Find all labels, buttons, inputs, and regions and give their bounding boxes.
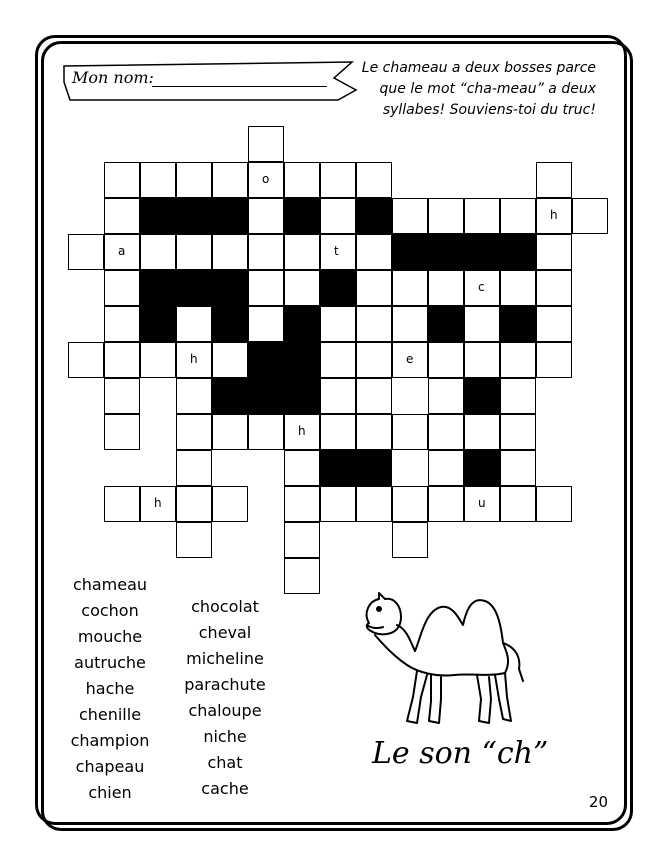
- crossword-cell[interactable]: [104, 486, 140, 522]
- crossword-letter: t: [334, 244, 339, 258]
- crossword-cell[interactable]: [248, 126, 284, 162]
- crossword-letter: e: [406, 352, 414, 366]
- crossword-cell[interactable]: [356, 306, 392, 342]
- word-list-1: [64, 572, 156, 806]
- crossword-cell[interactable]: [428, 198, 464, 234]
- crossword-cell[interactable]: [212, 342, 248, 378]
- crossword-block: [248, 342, 284, 378]
- crossword-block: [248, 378, 284, 414]
- crossword-cell[interactable]: [356, 234, 392, 270]
- crossword-cell[interactable]: [320, 414, 356, 450]
- crossword-cell[interactable]: [104, 306, 140, 342]
- word: chat: [207, 753, 243, 772]
- crossword-cell[interactable]: [176, 234, 212, 270]
- crossword-block: [320, 450, 356, 486]
- crossword-block: [500, 234, 536, 270]
- crossword-cell[interactable]: [428, 450, 464, 486]
- crossword-block: [212, 270, 248, 306]
- word: cache: [201, 779, 249, 798]
- crossword-cell[interactable]: [428, 270, 464, 306]
- crossword-cell[interactable]: [500, 378, 536, 414]
- crossword-block: [176, 198, 212, 234]
- crossword-block: [176, 270, 212, 306]
- word-list-2: [178, 594, 272, 802]
- crossword-cell[interactable]: [140, 342, 176, 378]
- crossword-block: [212, 306, 248, 342]
- crossword-cell[interactable]: [212, 162, 248, 198]
- word: chocolat: [191, 597, 259, 616]
- crossword-block: [140, 270, 176, 306]
- crossword-letter: h: [154, 496, 162, 510]
- crossword-cell[interactable]: [176, 486, 212, 522]
- page-number: 20: [588, 793, 608, 811]
- word: cheval: [198, 623, 252, 642]
- crossword-block: [212, 198, 248, 234]
- crossword-cell[interactable]: [428, 414, 464, 450]
- word: autruche: [74, 653, 146, 672]
- crossword-cell[interactable]: [392, 486, 428, 522]
- crossword-cell[interactable]: [500, 486, 536, 522]
- crossword-cell[interactable]: [248, 414, 284, 450]
- crossword-cell[interactable]: [500, 198, 536, 234]
- crossword-cell[interactable]: [356, 486, 392, 522]
- tip-line: Le chameau a deux bosses parce: [361, 60, 596, 76]
- crossword-cell[interactable]: [500, 342, 536, 378]
- word: cochon: [81, 601, 139, 620]
- crossword-cell[interactable]: [500, 414, 536, 450]
- crossword-cell[interactable]: [176, 414, 212, 450]
- crossword-cell[interactable]: [464, 342, 500, 378]
- crossword-cell[interactable]: [320, 486, 356, 522]
- word: niche: [203, 727, 247, 746]
- name-label: Mon nom:: [72, 68, 154, 87]
- crossword-cell[interactable]: [320, 342, 356, 378]
- crossword-cell[interactable]: [356, 162, 392, 198]
- crossword-cell[interactable]: [248, 234, 284, 270]
- crossword-block: [464, 450, 500, 486]
- crossword-letter: u: [478, 496, 486, 510]
- crossword-cell[interactable]: [284, 270, 320, 306]
- crossword-letter: h: [550, 208, 558, 222]
- crossword-cell[interactable]: [500, 270, 536, 306]
- crossword-cell[interactable]: [176, 306, 212, 342]
- crossword-cell[interactable]: [320, 162, 356, 198]
- crossword-cell[interactable]: [284, 522, 320, 558]
- crossword-block: [428, 234, 464, 270]
- crossword-cell[interactable]: [212, 414, 248, 450]
- crossword-cell[interactable]: [284, 450, 320, 486]
- crossword-block: [284, 342, 320, 378]
- crossword-cell[interactable]: [284, 162, 320, 198]
- crossword-cell[interactable]: [140, 234, 176, 270]
- crossword-cell[interactable]: [536, 486, 572, 522]
- crossword-cell[interactable]: [392, 270, 428, 306]
- crossword-cell[interactable]: [284, 558, 320, 594]
- crossword-cell[interactable]: [284, 486, 320, 522]
- crossword-letter: h: [298, 424, 306, 438]
- word: hache: [85, 679, 135, 698]
- crossword-cell[interactable]: [104, 198, 140, 234]
- crossword-cell[interactable]: [320, 306, 356, 342]
- crossword-cell[interactable]: [428, 378, 464, 414]
- crossword-cell[interactable]: [428, 486, 464, 522]
- crossword-letter: a: [118, 244, 126, 258]
- crossword-cell[interactable]: [464, 414, 500, 450]
- crossword-cell[interactable]: [104, 378, 140, 414]
- crossword-cell[interactable]: [464, 306, 500, 342]
- crossword-cell[interactable]: [176, 162, 212, 198]
- word: chien: [88, 783, 132, 802]
- crossword-letter: h: [190, 352, 198, 366]
- crossword-block: [140, 306, 176, 342]
- crossword-cell[interactable]: [104, 342, 140, 378]
- crossword-cell[interactable]: [284, 234, 320, 270]
- crossword-cell[interactable]: [536, 162, 572, 198]
- crossword-cell[interactable]: [68, 342, 104, 378]
- tip-line: que le mot “cha-meau” a deux: [379, 81, 596, 97]
- crossword-cell[interactable]: [212, 486, 248, 522]
- crossword-cell[interactable]: [356, 378, 392, 414]
- crossword-cell[interactable]: [320, 198, 356, 234]
- crossword-block: [464, 234, 500, 270]
- crossword-cell[interactable]: [176, 522, 212, 558]
- crossword-cell[interactable]: [428, 342, 464, 378]
- camel-illustration: [355, 585, 535, 730]
- crossword-cell[interactable]: [392, 522, 428, 558]
- crossword-cell[interactable]: [392, 414, 428, 450]
- crossword-block: [464, 378, 500, 414]
- crossword-block: [356, 198, 392, 234]
- tip-line: syllabes! Souviens-toi du truc!: [382, 102, 596, 118]
- crossword-cell[interactable]: [500, 450, 536, 486]
- word: chaloupe: [188, 701, 262, 720]
- crossword-cell[interactable]: [464, 198, 500, 234]
- crossword-cell[interactable]: [104, 414, 140, 450]
- crossword-block: [392, 234, 428, 270]
- crossword-block: [500, 306, 536, 342]
- crossword-block: [212, 378, 248, 414]
- crossword-cell[interactable]: [104, 270, 140, 306]
- word: micheline: [186, 649, 264, 668]
- crossword-cell[interactable]: [248, 270, 284, 306]
- crossword-block: [320, 270, 356, 306]
- word: chameau: [72, 575, 148, 594]
- word: parachute: [184, 675, 266, 694]
- crossword-cell[interactable]: [320, 378, 356, 414]
- crossword-cell[interactable]: [392, 306, 428, 342]
- crossword-letter: c: [478, 280, 485, 294]
- crossword-cell[interactable]: [356, 342, 392, 378]
- crossword-cell[interactable]: [176, 378, 212, 414]
- crossword-cell[interactable]: [356, 414, 392, 450]
- crossword-cell[interactable]: [536, 234, 572, 270]
- crossword-cell[interactable]: [536, 342, 572, 378]
- crossword-cell[interactable]: [392, 198, 428, 234]
- word: mouche: [77, 627, 143, 646]
- word: champion: [70, 731, 150, 750]
- crossword-block: [356, 450, 392, 486]
- page-title: Le son “ch”: [372, 736, 549, 771]
- crossword-block: [284, 198, 320, 234]
- crossword-block: [140, 198, 176, 234]
- crossword-cell[interactable]: [536, 270, 572, 306]
- crossword-cell[interactable]: [212, 234, 248, 270]
- crossword-letter: o: [262, 172, 270, 186]
- crossword-cell[interactable]: [104, 162, 140, 198]
- word: chenille: [78, 705, 142, 724]
- crossword-block: [284, 378, 320, 414]
- crossword-cell[interactable]: [572, 198, 608, 234]
- word: chapeau: [75, 757, 145, 776]
- crossword-cell[interactable]: [248, 198, 284, 234]
- crossword-block: [284, 306, 320, 342]
- crossword-cell[interactable]: [536, 306, 572, 342]
- crossword-cell[interactable]: [356, 270, 392, 306]
- crossword-block: [428, 306, 464, 342]
- crossword-cell[interactable]: [140, 162, 176, 198]
- crossword-cell[interactable]: [68, 234, 104, 270]
- crossword-cell[interactable]: [176, 450, 212, 486]
- crossword-cell[interactable]: [248, 306, 284, 342]
